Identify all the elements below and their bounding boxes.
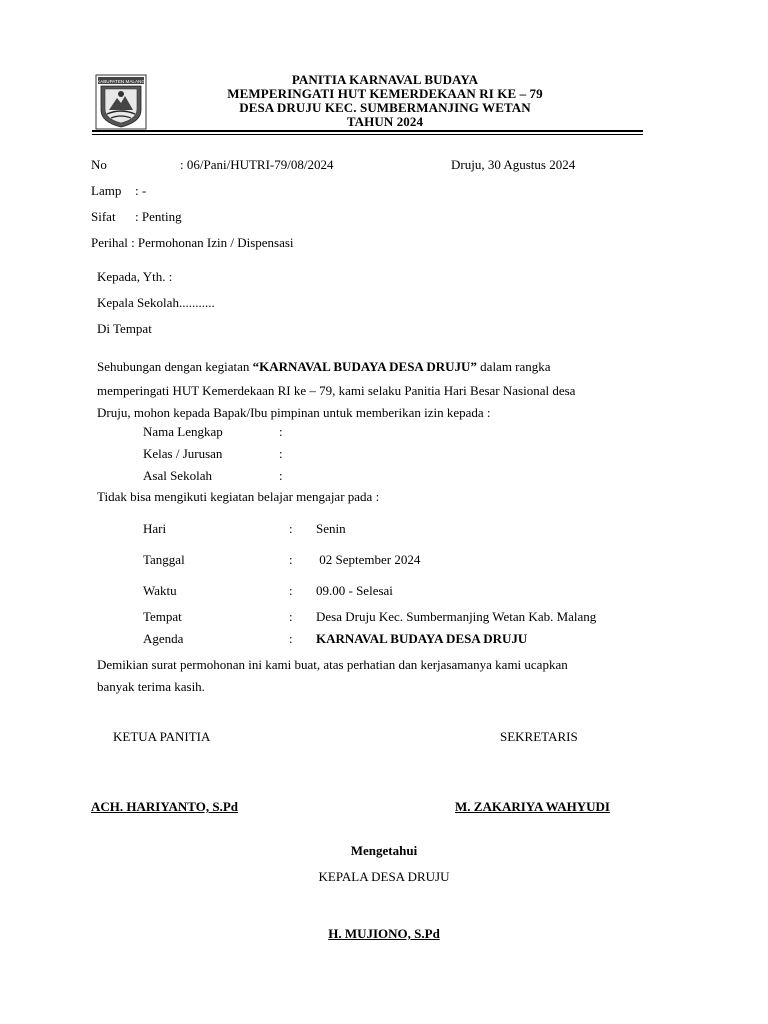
addressee-line-2: Kepala Sekolah...........	[97, 295, 215, 310]
field-label-nama: Nama Lengkap	[143, 424, 223, 439]
kabupaten-malang-logo	[95, 74, 147, 130]
header-title-line-3: DESA DRUJU KEC. SUMBERMANJING WETAN	[239, 100, 531, 115]
schedule-label-tanggal: Tanggal	[143, 552, 185, 567]
body-intro-text: Sehubungan dengan kegiatan	[97, 359, 253, 374]
header-divider-thin	[92, 134, 643, 135]
body-paragraph-1-line-3: Druju, mohon kepada Bapak/Ibu pimpinan untuk memberikan izin kepada :	[97, 405, 491, 420]
body-paragraph-2: Tidak bisa mengikuti kegiatan belajar mengajar pada :	[97, 489, 380, 504]
body-paragraph-1-line-1	[97, 359, 551, 375]
header-title-line-1: PANITIA KARNAVAL BUDAYA	[291, 72, 479, 87]
mengetahui-label: Mengetahui	[350, 843, 418, 858]
kepala-desa-title: KEPALA DESA DRUJU	[318, 869, 450, 884]
header-title-line-4: TAHUN 2024	[346, 114, 424, 129]
field-label-asal: Asal Sekolah	[143, 468, 212, 483]
closing-line-1: Demikian surat permohonan ini kami buat, atas perhatian dan kerjasamanya kami ucapkan	[97, 657, 568, 672]
lamp-value: : -	[135, 183, 147, 198]
header-divider-thick	[92, 130, 643, 132]
schedule-colon-hari: :	[289, 521, 293, 536]
body-intro-tail: dalam rangka	[476, 359, 551, 374]
schedule-colon-tanggal: :	[289, 552, 293, 567]
signature-right-name: M. ZAKARIYA WAHYUDI	[455, 799, 610, 814]
schedule-value-waktu: 09.00 - Selesai	[316, 583, 393, 598]
lamp-label: Lamp	[91, 183, 122, 198]
schedule-colon-tempat: :	[289, 609, 293, 624]
kepala-desa-name: H. MUJIONO, S.Pd	[328, 926, 440, 941]
sifat-label: Sifat	[91, 209, 116, 224]
schedule-label-agenda: Agenda	[143, 631, 184, 646]
schedule-colon-waktu: :	[289, 583, 293, 598]
logo-lettering: KABUPATEN MALANG	[97, 78, 145, 84]
signature-right-title: SEKRETARIS	[500, 729, 578, 744]
field-colon-nama: :	[279, 424, 283, 439]
letter-date: Druju, 30 Agustus 2024	[451, 157, 576, 172]
event-name-bold: “KARNAVAL BUDAYA DESA DRUJU”	[252, 359, 477, 374]
addressee-line-1: Kepada, Yth. :	[97, 269, 173, 284]
schedule-value-agenda: KARNAVAL BUDAYA DESA DRUJU	[316, 631, 528, 646]
schedule-colon-agenda: :	[289, 631, 293, 646]
schedule-value-tanggal: 02 September 2024	[316, 552, 421, 567]
schedule-label-hari: Hari	[143, 521, 167, 536]
addressee-line-3: Di Tempat	[97, 321, 152, 336]
body-paragraph-1-line-2: memperingati HUT Kemerdekaan RI ke – 79, kami selaku Panitia Hari Besar Nasional desa	[97, 383, 576, 398]
schedule-label-tempat: Tempat	[143, 609, 182, 624]
header-title-line-2: MEMPERINGATI HUT KEMERDEKAAN RI KE – 79	[227, 86, 543, 101]
field-colon-asal: :	[279, 468, 283, 483]
no-label: No	[91, 157, 107, 172]
no-value: : 06/Pani/HUTRI-79/08/2024	[180, 157, 334, 172]
schedule-label-waktu: Waktu	[143, 583, 177, 598]
schedule-value-tempat: Desa Druju Kec. Sumbermanjing Wetan Kab. Malang	[316, 609, 597, 624]
closing-line-2: banyak terima kasih.	[97, 679, 205, 694]
schedule-value-hari: Senin	[316, 521, 346, 536]
perihal-line: Perihal : Permohonan Izin / Dispensasi	[91, 235, 294, 250]
field-colon-kelas: :	[279, 446, 283, 461]
field-label-kelas: Kelas / Jurusan	[143, 446, 223, 461]
sifat-value: : Penting	[135, 209, 182, 224]
signature-left-name: ACH. HARIYANTO, S.Pd	[91, 799, 239, 814]
signature-left-title: KETUA PANITIA	[113, 729, 211, 744]
